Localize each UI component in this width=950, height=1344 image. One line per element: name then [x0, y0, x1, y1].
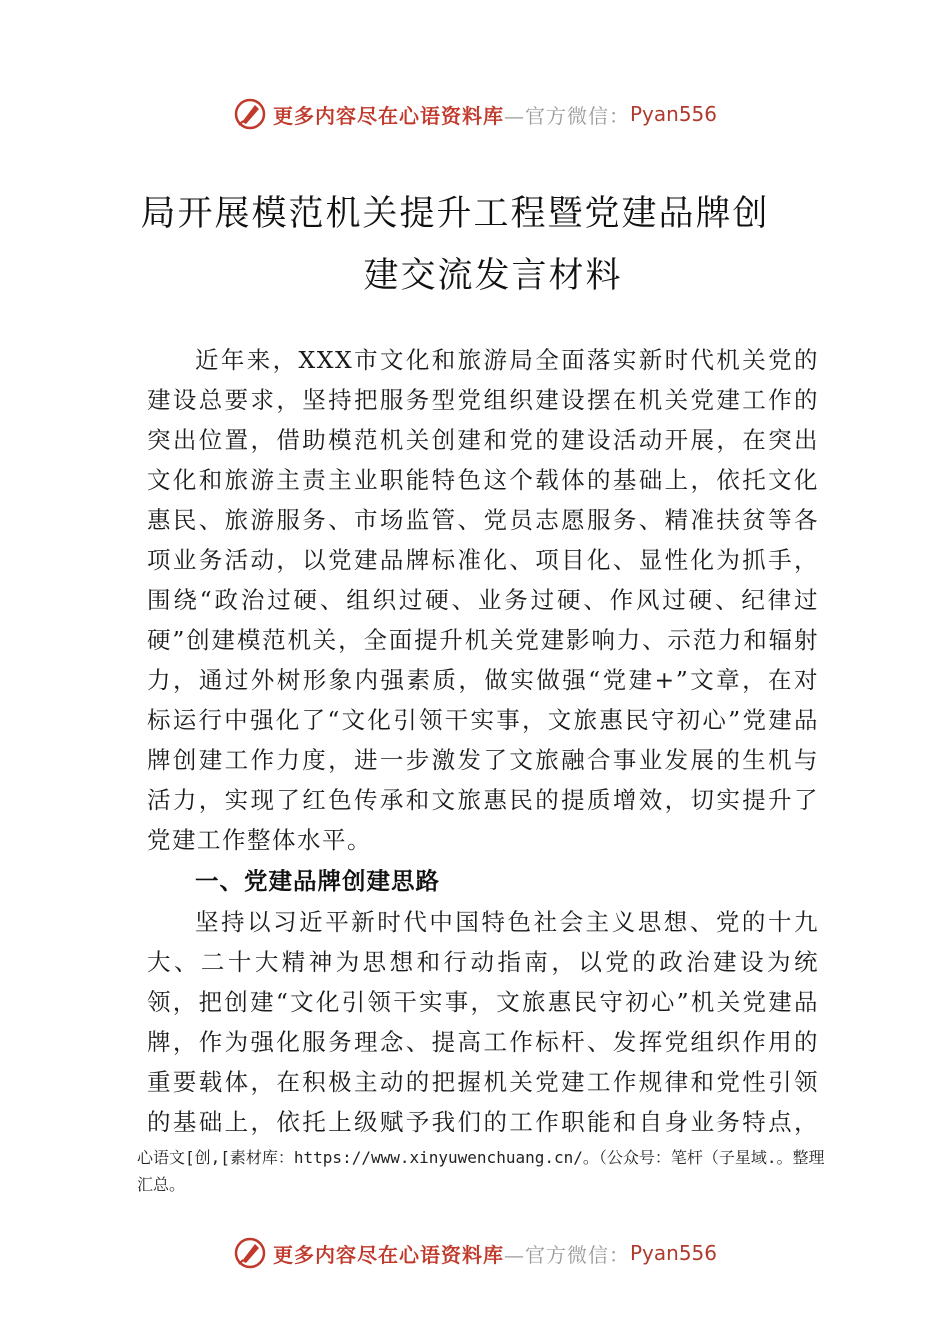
section-1-heading: 一、党建品牌创建思路 [195, 867, 440, 895]
wechat-id: Pyan556 [629, 102, 717, 126]
brand-text: 更多内容尽在心语资料库 [272, 103, 504, 128]
wechat-separator: —官方微信： [503, 1242, 630, 1267]
pen-nib-logo-icon [233, 1236, 267, 1270]
wechat-separator: —官方微信： [503, 103, 630, 128]
source-footnote: 心语文[创,[素材库：https://www.xinyuwenchuang.cn/。（公众号：笔杆（子星域.。整理汇总。 [137, 1148, 825, 1194]
footer-watermark [0, 1231, 950, 1275]
brand-text: 更多内容尽在心语资料库 [272, 1242, 504, 1267]
section-1-paragraph: 坚持以习近平新时代中国特色社会主义思想、党的十九大、二十大精神为思想和行动指南，以党的政治建设为统领，把创建“文化引领干实事，文旅惠民守初心”机关党建品牌，作为强化服务理念、提高工作标杆、发挥党组织作用的重要载体，在积极主动的把握机关党建工作规律和党性引领的基础上，依托上级赋予我们的工作职能和自身业务特点， [147, 908, 819, 1136]
pen-nib-logo-icon [233, 97, 267, 131]
document-title-line-1: 局开展模范机关提升工程暨党建品牌创 [140, 194, 770, 234]
wechat-id: Pyan556 [629, 1241, 717, 1265]
intro-paragraph: 近年来，XXX市文化和旅游局全面落实新时代机关党的建设总要求，坚持把服务型党组织建设摆在机关党建工作的突出位置，借助模范机关创建和党的建设活动开展，在突出文化和旅游主责主业职能特色这个载体的基础上，依托文化惠民、旅游服务、市场监管、党员志愿服务、精准扶贫等各项业务活动，以党建品牌标准化、项目化、显性化为抓手， 围绕“政治过硬、组织过硬、业务过硬、作风过硬、纪律过硬”创建模范机关，全面提升机关党建影响力、示范力和辐射力，通过外树形象内强素质，做实做强“党建+”文章，在对标运行中强化了“文化引领干实事，文旅惠民守初心”党建品牌创建工作力度，进一步激发了文旅融合事业发展的生机与活力，实现了红色传承和文旅惠民的提质增效，切实提升了党建工作整体水平。 [147, 346, 819, 854]
header-watermark [0, 92, 950, 136]
document-title-line-2: 建交流发言材料 [363, 256, 623, 296]
